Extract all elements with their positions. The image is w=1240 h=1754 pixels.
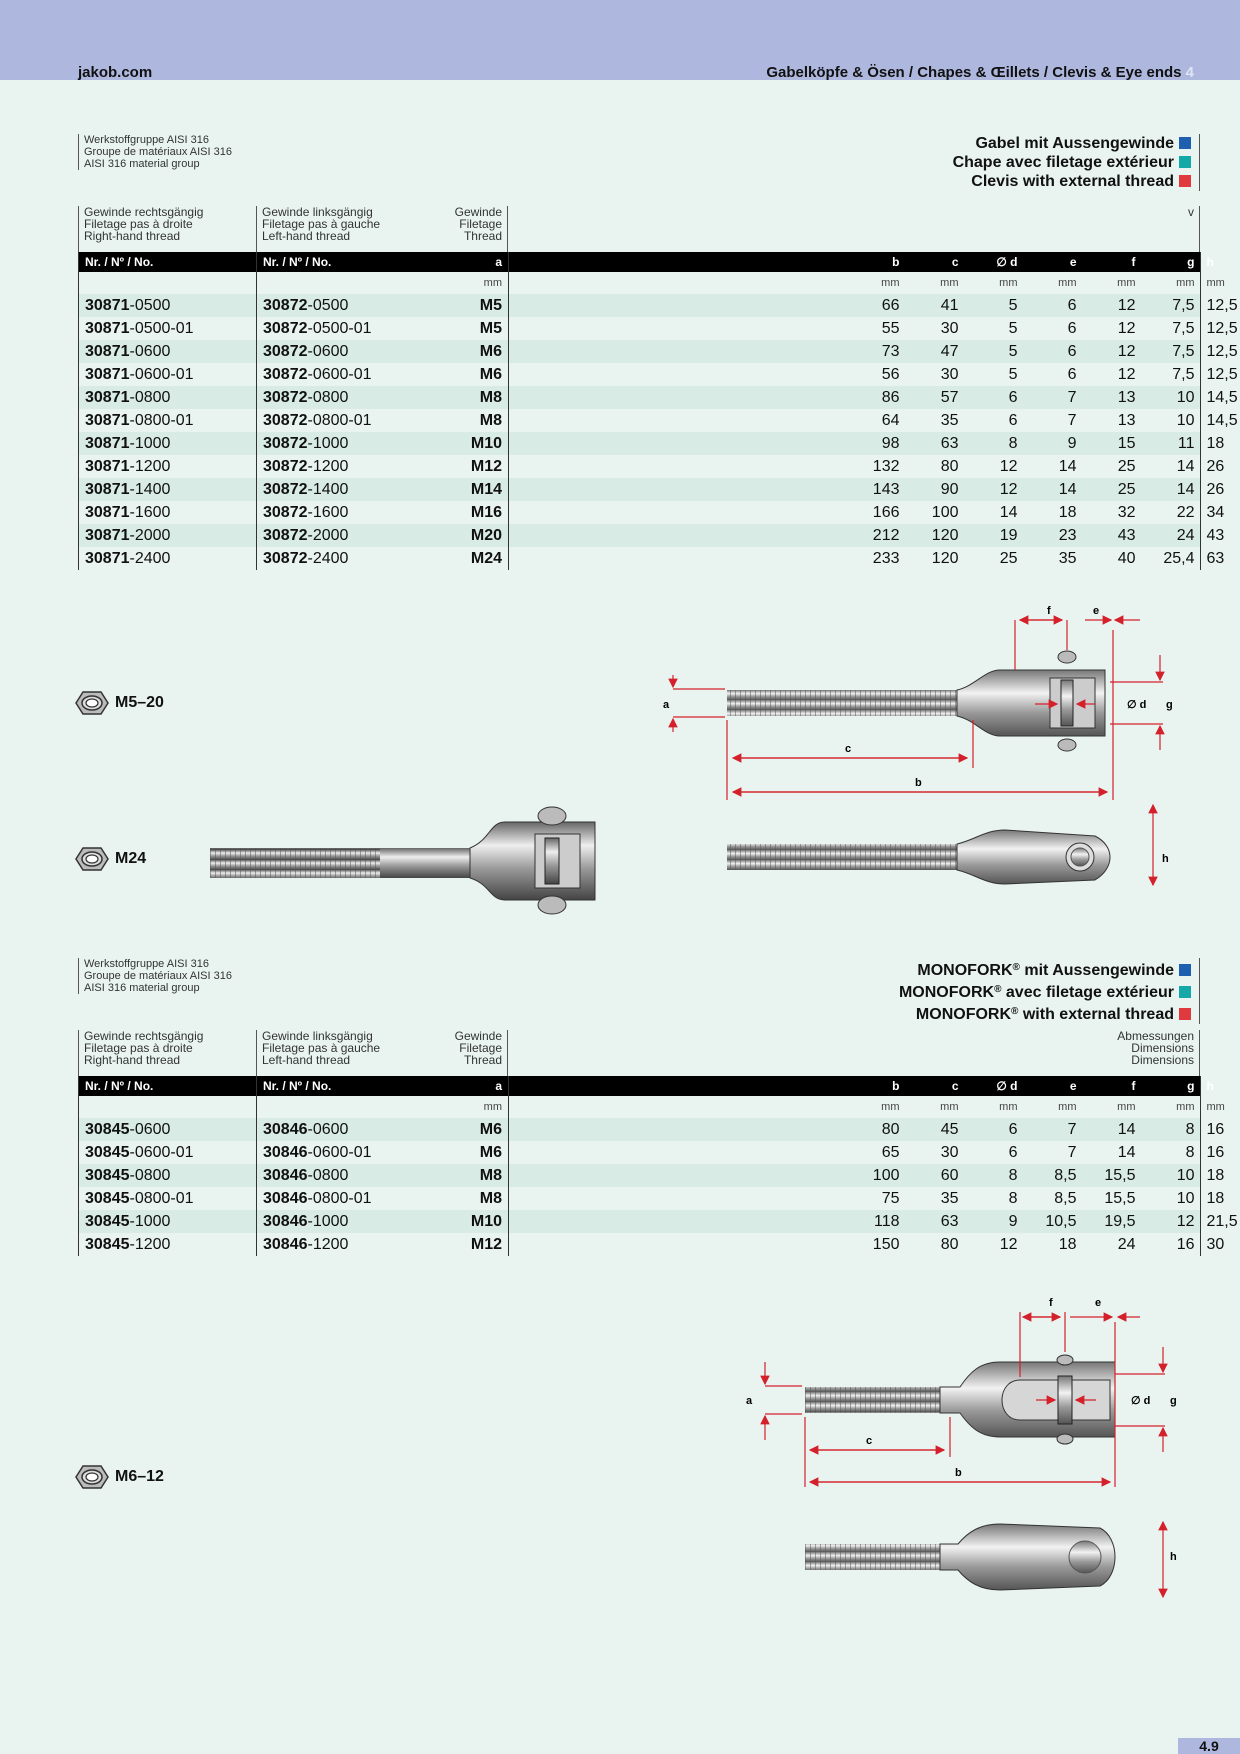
table-cell bbox=[509, 1233, 847, 1256]
dim-label-c: c bbox=[866, 1435, 873, 1447]
table-cell: 16 bbox=[1176, 1235, 1195, 1253]
column-header: g bbox=[1142, 252, 1201, 272]
table-cell: 12 bbox=[999, 1235, 1018, 1253]
table-cell: M5 bbox=[397, 317, 509, 340]
table-cell: 12 bbox=[1142, 1210, 1201, 1233]
material-en: AISI 316 material group bbox=[84, 982, 200, 994]
table-cell: 14 bbox=[1024, 478, 1083, 501]
table-cell: M20 bbox=[397, 524, 509, 547]
table-row: 30845-1000 30846-1000 M10 118 63 9 10,5 19,5 12 21,5 bbox=[79, 1210, 1201, 1233]
column-header: b bbox=[847, 252, 906, 272]
column-header bbox=[509, 252, 847, 272]
column-header: ∅ d bbox=[965, 1076, 1024, 1096]
table-cell: 30871-0500 bbox=[79, 294, 257, 317]
table-cell: 80 bbox=[940, 1235, 959, 1253]
table-cell: 30872-1200 bbox=[257, 455, 397, 478]
table-cell: 35 bbox=[940, 1189, 959, 1207]
table-cell bbox=[509, 478, 847, 501]
column-header bbox=[509, 1076, 847, 1096]
table-cell: 57 bbox=[906, 386, 965, 409]
table-cell: 233 bbox=[872, 549, 900, 567]
table-cell: 56 bbox=[881, 365, 900, 383]
table-cell: 10 bbox=[1176, 411, 1195, 429]
table-row: 30871-1400 30872-1400 M14 143 90 12 14 25 14 26 bbox=[79, 478, 1201, 501]
table-cell: 132 bbox=[872, 457, 900, 475]
table-cell: 24 bbox=[1117, 1235, 1136, 1253]
table-cell: 55 bbox=[881, 319, 900, 337]
table-cell: 60 bbox=[906, 1164, 965, 1187]
table-cell bbox=[509, 340, 847, 363]
title-de: Gabel mit Aussengewinde bbox=[975, 135, 1174, 152]
clevis-table bbox=[78, 252, 1238, 570]
table-cell: 63 bbox=[906, 432, 965, 455]
en-square-icon bbox=[1179, 175, 1191, 187]
table-cell: 35 bbox=[1058, 549, 1077, 567]
table-cell: 12 bbox=[999, 457, 1018, 475]
table-cell: M24 bbox=[397, 547, 509, 570]
table-cell: 8,5 bbox=[1024, 1164, 1083, 1187]
table-row: 30845-0600 30846-0600 M6 80 45 6 7 14 8 16 bbox=[79, 1118, 1201, 1141]
product-title: MONOFORK® mit Aussengewinde MONOFORK® avec filetage extérieur MONOFORK® with external thread bbox=[899, 958, 1200, 1024]
table-cell: 19,5 bbox=[1083, 1210, 1142, 1233]
table-cell: 120 bbox=[931, 549, 959, 567]
table-cell: 30872-2400 bbox=[257, 547, 397, 570]
table-cell: M10 bbox=[397, 1210, 509, 1233]
table-cell: M8 bbox=[397, 1164, 509, 1187]
table-cell: 30846-0800-01 bbox=[257, 1187, 397, 1210]
table-cell: 40 bbox=[1117, 549, 1136, 567]
table-cell: 15 bbox=[1083, 432, 1142, 455]
table-cell: 45 bbox=[906, 1118, 965, 1141]
table-cell: M8 bbox=[397, 409, 509, 432]
dim-label-d: ∅ d bbox=[1131, 1395, 1151, 1407]
de-square-icon bbox=[1179, 137, 1191, 149]
table-cell: M6 bbox=[397, 1141, 509, 1164]
table-cell: 63 bbox=[906, 1210, 965, 1233]
monofork-dimension-drawing bbox=[740, 1292, 1200, 1607]
table-cell: 143 bbox=[847, 478, 906, 501]
table-row: 30845-0600-01 30846-0600-01 M6 65 30 6 7 14 8 16 bbox=[79, 1141, 1201, 1164]
table-cell: 90 bbox=[906, 478, 965, 501]
table-cell: 98 bbox=[847, 432, 906, 455]
table-cell: 30871-0800 bbox=[79, 386, 257, 409]
table-cell: 8 bbox=[1008, 1189, 1018, 1207]
table-cell: 12 bbox=[1117, 365, 1136, 383]
hex-nut-icon bbox=[75, 846, 109, 872]
table-cell: 5 bbox=[965, 340, 1024, 363]
table-cell: 30871-0600-01 bbox=[79, 363, 257, 386]
table-cell: 14 bbox=[1117, 1143, 1136, 1161]
hdr-right-hand: Gewinde rechtsgängig Filetage pas à droite Right-hand thread bbox=[78, 1030, 256, 1076]
table-cell: 9 bbox=[965, 1210, 1024, 1233]
table-cell bbox=[509, 1210, 847, 1233]
table-cell: M16 bbox=[397, 501, 509, 524]
column-header: b bbox=[847, 1076, 906, 1096]
column-header: a bbox=[397, 252, 509, 272]
column-header: g bbox=[1142, 1076, 1201, 1096]
material-en: AISI 316 material group bbox=[84, 158, 200, 170]
table-cell: 30846-1000 bbox=[257, 1210, 397, 1233]
table-row: 30871-0800 30872-0800 M8 86 57 6 7 13 10 14,5 bbox=[79, 386, 1201, 409]
table-cell: 14 bbox=[1176, 457, 1195, 475]
table-cell: 30871-1400 bbox=[79, 478, 257, 501]
table-cell: M10 bbox=[397, 432, 509, 455]
table-cell: M6 bbox=[397, 340, 509, 363]
table-cell: 64 bbox=[881, 411, 900, 429]
table-cell: 14 bbox=[1058, 457, 1077, 475]
table-cell: 15,5 bbox=[1104, 1189, 1136, 1207]
table-row: 30871-1000 30872-1000 M10 98 63 8 9 15 11 18 bbox=[79, 432, 1201, 455]
table-cell: 22 bbox=[1176, 503, 1195, 521]
table-row: 30871-0600 30872-0600 M6 73 47 5 6 12 7,5 12,5 bbox=[79, 340, 1201, 363]
table-cell: 25 bbox=[1117, 457, 1136, 475]
dim-label-d: ∅ d bbox=[1127, 699, 1147, 711]
table-cell: 212 bbox=[847, 524, 906, 547]
table-cell: 30845-0800 bbox=[79, 1164, 257, 1187]
fr-square-icon bbox=[1179, 986, 1191, 998]
dim-label-h: h bbox=[1170, 1551, 1177, 1563]
table-cell bbox=[509, 455, 847, 478]
table-row: 30871-0500 30872-0500 M5 66 41 5 6 12 7,5 12,5 bbox=[79, 294, 1201, 317]
hdr-left-hand: Gewinde linksgängig Filetage pas à gauche Left-hand thread bbox=[256, 206, 396, 252]
hdr-left-hand: Gewinde linksgängig Filetage pas à gauche Left-hand thread bbox=[256, 1030, 396, 1076]
table-cell: 13 bbox=[1117, 411, 1136, 429]
table-header-row: Nr. / Nº / No. Nr. / Nº / No. a b c ∅ d e f g h bbox=[79, 252, 1201, 272]
table-cell: 166 bbox=[872, 503, 900, 521]
dim-label-f: f bbox=[1047, 605, 1051, 617]
column-header: Nr. / Nº / No. bbox=[79, 1076, 257, 1096]
nut-badge bbox=[75, 690, 164, 716]
table-cell: 30846-1200 bbox=[257, 1233, 397, 1256]
table-cell: 10,5 bbox=[1024, 1210, 1083, 1233]
table-row: 30871-0800-01 30872-0800-01 M8 64 35 6 7 13 10 14,5 bbox=[79, 409, 1201, 432]
hdr-dimensions: v bbox=[1000, 206, 1200, 252]
table-cell bbox=[509, 1187, 847, 1210]
table-cell: 30872-0600-01 bbox=[257, 363, 397, 386]
table-cell: 18 bbox=[1058, 503, 1077, 521]
table-cell: 30845-0600-01 bbox=[79, 1141, 257, 1164]
table-cell: 30 bbox=[940, 1143, 959, 1161]
table-row: 30845-0800-01 30846-0800-01 M8 75 35 8 8,5 15,5 10 18 bbox=[79, 1187, 1201, 1210]
table-group-header bbox=[78, 1030, 1200, 1076]
table-cell: 12 bbox=[1083, 294, 1142, 317]
table-header-row: Nr. / Nº / No. Nr. / Nº / No. a b c ∅ d e f g h bbox=[79, 1076, 1201, 1096]
table-cell: 30872-2000 bbox=[257, 524, 397, 547]
table-cell: 6 bbox=[1008, 411, 1018, 429]
table-cell: 14 bbox=[999, 503, 1018, 521]
table-cell: 66 bbox=[847, 294, 906, 317]
running-title-text: Gabelköpfe & Ösen / Chapes & Œillets / Clevis & Eye ends bbox=[766, 64, 1182, 81]
table-cell: 23 bbox=[1024, 524, 1083, 547]
table-cell: 12 bbox=[1117, 319, 1136, 337]
table-cell: 8 bbox=[1142, 1118, 1201, 1141]
table-cell: M6 bbox=[397, 1118, 509, 1141]
material-group bbox=[78, 958, 232, 994]
dim-label-h: h bbox=[1162, 853, 1169, 865]
table-cell: M12 bbox=[397, 1233, 509, 1256]
table-cell: 24 bbox=[1142, 524, 1201, 547]
table-cell: 30846-0600-01 bbox=[257, 1141, 397, 1164]
material-de: Werkstoffgruppe AISI 316 bbox=[84, 958, 209, 970]
table-cell: M8 bbox=[397, 386, 509, 409]
table-cell: 7,5 bbox=[1142, 294, 1201, 317]
nut-size-label: M24 bbox=[115, 850, 147, 867]
table-cell: 18 bbox=[1058, 1235, 1077, 1253]
column-header: e bbox=[1024, 252, 1083, 272]
table-cell: 6 bbox=[1067, 319, 1077, 337]
table-cell: 7,5 bbox=[1172, 319, 1195, 337]
table-cell: 7,5 bbox=[1172, 365, 1195, 383]
table-cell: 30845-0800-01 bbox=[79, 1187, 257, 1210]
table-cell: 30872-1000 bbox=[257, 432, 397, 455]
table-row: 30871-0500-01 30872-0500-01 M5 55 30 5 6 12 7,5 12,5 bbox=[79, 317, 1201, 340]
table-cell: 14 bbox=[1083, 1118, 1142, 1141]
table-cell: 30872-0500 bbox=[257, 294, 397, 317]
table-group-header bbox=[78, 206, 1200, 252]
running-title bbox=[766, 64, 1194, 81]
dim-label-g: g bbox=[1166, 699, 1173, 711]
table-cell: 6 bbox=[965, 386, 1024, 409]
table-cell: 25 bbox=[999, 549, 1018, 567]
table-cell: 8 bbox=[965, 432, 1024, 455]
table-cell: 6 bbox=[1024, 340, 1083, 363]
table-cell: 100 bbox=[847, 1164, 906, 1187]
column-header: a bbox=[397, 1076, 509, 1096]
table-cell: 14 bbox=[1142, 478, 1201, 501]
table-row: 30871-0600-01 30872-0600-01 M6 56 30 5 6 12 7,5 12,5 bbox=[79, 363, 1201, 386]
table-cell: 30846-0600 bbox=[257, 1118, 397, 1141]
table-cell: 8,5 bbox=[1054, 1189, 1077, 1207]
table-cell: 30871-2000 bbox=[79, 524, 257, 547]
table-cell: 10 bbox=[1176, 1189, 1195, 1207]
hdr-thread: Gewinde Filetage Thread bbox=[396, 1030, 508, 1076]
table-cell: 12 bbox=[1083, 340, 1142, 363]
table-row: 30871-2000 30872-2000 M20 212 120 19 23 43 24 43 bbox=[79, 524, 1201, 547]
title-en: with external thread bbox=[1018, 1006, 1174, 1023]
table-cell: 30871-0500-01 bbox=[79, 317, 257, 340]
table-cell: 5 bbox=[1008, 365, 1018, 383]
table-cell: 30871-0600 bbox=[79, 340, 257, 363]
table-cell: 30871-0800-01 bbox=[79, 409, 257, 432]
dim-label-e: e bbox=[1093, 605, 1100, 617]
product-title bbox=[953, 134, 1200, 191]
table-cell bbox=[509, 547, 847, 570]
table-cell: 30872-0600 bbox=[257, 340, 397, 363]
table-cell: 80 bbox=[847, 1118, 906, 1141]
table-cell: 30871-1200 bbox=[79, 455, 257, 478]
units-row: mm mm mm mm mm mm mm mm bbox=[79, 272, 1201, 294]
table-cell: 118 bbox=[847, 1210, 906, 1233]
table-cell: 5 bbox=[1008, 319, 1018, 337]
table-cell bbox=[509, 432, 847, 455]
hdr-thread: Gewinde Filetage Thread bbox=[396, 206, 508, 252]
table-cell bbox=[509, 1164, 847, 1187]
column-header: c bbox=[906, 1076, 965, 1096]
table-cell bbox=[509, 409, 847, 432]
column-header: Nr. / Nº / No. bbox=[257, 1076, 397, 1096]
table-cell: 65 bbox=[881, 1143, 900, 1161]
monofork-table bbox=[78, 1076, 1238, 1256]
hex-nut-icon bbox=[75, 690, 109, 716]
hdr-right-hand: Gewinde rechtsgängig Filetage pas à droite Right-hand thread bbox=[78, 206, 256, 252]
units-row: mm mm mm mm mm mm mm mm bbox=[79, 1096, 1201, 1118]
page-number: 4.9 bbox=[1178, 1738, 1240, 1754]
table-cell: 30 bbox=[940, 365, 959, 383]
table-cell: 120 bbox=[906, 524, 965, 547]
table-cell: 25,4 bbox=[1163, 549, 1195, 567]
table-cell: 6 bbox=[1067, 365, 1077, 383]
hdr-dimensions: Abmessungen Dimensions Dimensions bbox=[1000, 1030, 1200, 1076]
table-cell: 11 bbox=[1142, 432, 1201, 455]
table-cell: 13 bbox=[1083, 386, 1142, 409]
table-cell: 12 bbox=[965, 478, 1024, 501]
fr-square-icon bbox=[1179, 156, 1191, 168]
column-header: f bbox=[1083, 252, 1142, 272]
chapter-number: 4 bbox=[1185, 64, 1194, 81]
table-cell: 6 bbox=[1008, 1143, 1018, 1161]
dim-label-b: b bbox=[955, 1467, 962, 1479]
table-cell: M5 bbox=[397, 294, 509, 317]
nut-badge bbox=[75, 1464, 164, 1490]
table-cell: 35 bbox=[940, 411, 959, 429]
table-cell: 30871-1600 bbox=[79, 501, 257, 524]
dim-label-f: f bbox=[1049, 1297, 1053, 1309]
table-cell: 30871-1000 bbox=[79, 432, 257, 455]
table-cell: 30871-2400 bbox=[79, 547, 257, 570]
table-cell: M6 bbox=[397, 363, 509, 386]
table-cell: 8 bbox=[1185, 1143, 1195, 1161]
clevis-photo bbox=[205, 800, 615, 925]
table-cell bbox=[509, 524, 847, 547]
table-cell: 30845-0600 bbox=[79, 1118, 257, 1141]
table-row: 30845-0800 30846-0800 M8 100 60 8 8,5 15,5 10 18 bbox=[79, 1164, 1201, 1187]
en-square-icon bbox=[1179, 1008, 1191, 1020]
dim-label-b: b bbox=[915, 777, 922, 789]
table-cell: 150 bbox=[872, 1235, 900, 1253]
table-cell: 7 bbox=[1024, 1118, 1083, 1141]
table-cell bbox=[509, 363, 847, 386]
table-cell: 30845-1000 bbox=[79, 1210, 257, 1233]
column-header: c bbox=[906, 252, 965, 272]
table-cell bbox=[509, 501, 847, 524]
dim-label-g: g bbox=[1170, 1395, 1177, 1407]
table-cell bbox=[509, 386, 847, 409]
column-header: Nr. / Nº / No. bbox=[257, 252, 397, 272]
table-cell: 30 bbox=[940, 319, 959, 337]
table-row: 30871-1200 30872-1200 M12 132 80 12 14 25 14 26 bbox=[79, 455, 1201, 478]
table-cell: 80 bbox=[940, 457, 959, 475]
dim-label-c: c bbox=[845, 743, 852, 755]
hex-nut-icon bbox=[75, 1464, 109, 1490]
table-cell: 8 bbox=[965, 1164, 1024, 1187]
table-cell: 73 bbox=[847, 340, 906, 363]
title-en: Clevis with external thread bbox=[971, 173, 1174, 190]
nut-size-label: M6–12 bbox=[115, 1468, 164, 1485]
table-cell: 41 bbox=[906, 294, 965, 317]
site-url[interactable]: jakob.com bbox=[78, 64, 153, 81]
de-square-icon bbox=[1179, 964, 1191, 976]
table-cell: 30845-1200 bbox=[79, 1233, 257, 1256]
table-cell: 43 bbox=[1083, 524, 1142, 547]
table-cell: 7 bbox=[1024, 386, 1083, 409]
title-fr: avec filetage extérieur bbox=[1001, 984, 1174, 1001]
table-cell: 30872-1400 bbox=[257, 478, 397, 501]
table-cell: 100 bbox=[931, 503, 959, 521]
table-cell bbox=[509, 1118, 847, 1141]
column-header: Nr. / Nº / No. bbox=[79, 252, 257, 272]
nut-badge bbox=[75, 846, 146, 872]
table-cell: 86 bbox=[847, 386, 906, 409]
dim-label-a: a bbox=[746, 1395, 753, 1407]
table-row: 30871-2400 30872-2400 M24 233 120 25 35 40 25,4 63 bbox=[79, 547, 1201, 570]
table-cell bbox=[509, 1141, 847, 1164]
table-cell: 30872-0800 bbox=[257, 386, 397, 409]
nut-size-label: M5–20 bbox=[115, 694, 164, 711]
table-cell: 47 bbox=[906, 340, 965, 363]
table-cell bbox=[509, 294, 847, 317]
table-cell: 7 bbox=[1067, 1143, 1077, 1161]
dim-label-a: a bbox=[663, 699, 670, 711]
table-row: 30871-1600 30872-1600 M16 166 100 14 18 32 22 34 bbox=[79, 501, 1201, 524]
table-cell: 30846-0800 bbox=[257, 1164, 397, 1187]
table-cell: 7 bbox=[1067, 411, 1077, 429]
table-cell: 30872-0800-01 bbox=[257, 409, 397, 432]
column-header: f bbox=[1083, 1076, 1142, 1096]
table-cell: 25 bbox=[1083, 478, 1142, 501]
dim-label-e: e bbox=[1095, 1297, 1102, 1309]
table-cell: 10 bbox=[1142, 386, 1201, 409]
column-header: e bbox=[1024, 1076, 1083, 1096]
column-header: ∅ d bbox=[965, 252, 1024, 272]
table-cell: 75 bbox=[881, 1189, 900, 1207]
table-cell: 30872-1600 bbox=[257, 501, 397, 524]
table-cell: M8 bbox=[397, 1187, 509, 1210]
clevis-dimension-drawing bbox=[655, 600, 1200, 900]
material-fr: Groupe de matériaux AISI 316 bbox=[84, 970, 232, 982]
table-cell: 7,5 bbox=[1142, 340, 1201, 363]
material-group bbox=[78, 134, 232, 170]
table-cell: 10 bbox=[1142, 1164, 1201, 1187]
table-cell: 6 bbox=[1024, 294, 1083, 317]
title-de: mit Aussengewinde bbox=[1019, 962, 1174, 979]
material-de: Werkstoffgruppe AISI 316 bbox=[84, 134, 209, 146]
title-fr: Chape avec filetage extérieur bbox=[952, 154, 1174, 171]
table-cell: 15,5 bbox=[1083, 1164, 1142, 1187]
table-cell: 9 bbox=[1024, 432, 1083, 455]
material-fr: Groupe de matériaux AISI 316 bbox=[84, 146, 232, 158]
table-cell: 5 bbox=[965, 294, 1024, 317]
table-cell: 6 bbox=[965, 1118, 1024, 1141]
table-cell bbox=[509, 317, 847, 340]
table-cell: 30872-0500-01 bbox=[257, 317, 397, 340]
table-row: 30845-1200 30846-1200 M12 150 80 12 18 24 16 30 bbox=[79, 1233, 1201, 1256]
table-cell: M12 bbox=[397, 455, 509, 478]
table-cell: 32 bbox=[1117, 503, 1136, 521]
table-cell: 19 bbox=[965, 524, 1024, 547]
table-cell: M14 bbox=[397, 478, 509, 501]
